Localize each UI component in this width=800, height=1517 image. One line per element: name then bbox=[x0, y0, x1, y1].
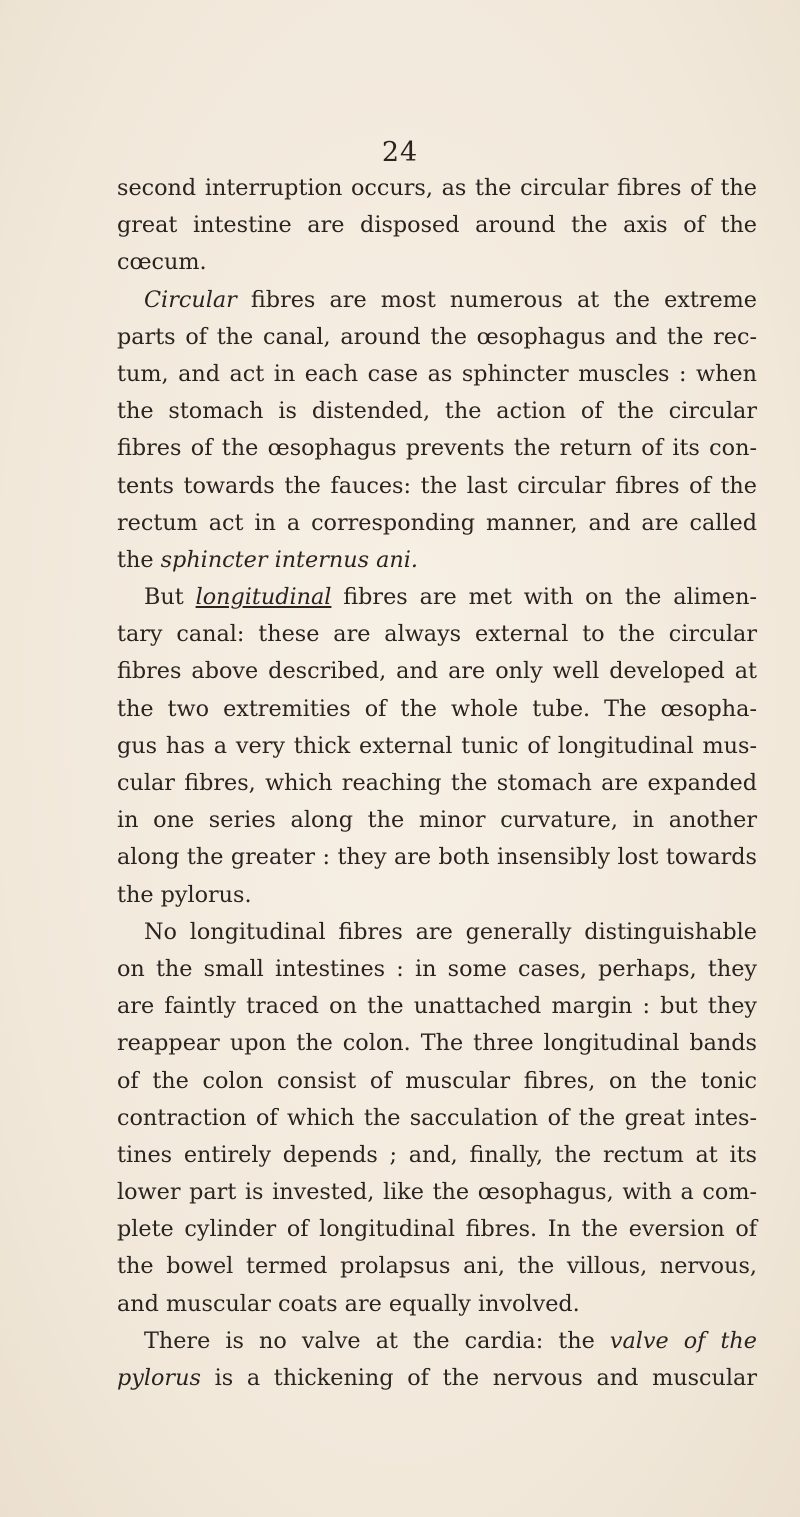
text-line: gus has a very thick external tunic of longitudinal mus- bbox=[117, 732, 757, 759]
italic-term: longitudinal bbox=[195, 584, 332, 611]
text-run: the bbox=[117, 546, 161, 573]
text-line: in one series along the minor curvature, in another bbox=[117, 807, 757, 834]
text-line: tary canal: these are always external to the circular bbox=[117, 621, 757, 648]
text-line: the bowel termed prolapsus ani, the villous, nervous, bbox=[117, 1253, 757, 1280]
text-line bbox=[117, 542, 757, 579]
text-line: and muscular coats are equally involved. bbox=[117, 1290, 580, 1317]
text-line: fibres above described, and are only well developed at bbox=[117, 658, 757, 685]
text-run: fibres are most numerous at the extreme bbox=[236, 286, 757, 313]
text-line: tents towards the fauces: the last circular fibres of the bbox=[117, 472, 757, 499]
text-line: parts of the canal, around the œsophagus and the rec- bbox=[117, 323, 757, 350]
text-line: tum, and act in each case as sphincter muscles : when bbox=[117, 360, 757, 387]
page-number: 24 bbox=[381, 137, 419, 168]
text-line: contraction of which the sacculation of the great intes- bbox=[117, 1104, 757, 1131]
text-line bbox=[117, 1323, 757, 1360]
text-line bbox=[117, 282, 757, 319]
text-line bbox=[117, 579, 757, 616]
italic-term: Circular bbox=[144, 286, 237, 313]
text-line: of the colon consist of muscular fibres, on the tonic bbox=[117, 1067, 757, 1094]
text-line: reappear upon the colon. The three longitudinal bands bbox=[117, 1030, 757, 1057]
text-line: cular fibres, which reaching the stomach are expanded bbox=[117, 770, 757, 796]
text-run: But bbox=[144, 584, 196, 611]
text-line: No longitudinal fibres are generally distinguishable bbox=[144, 918, 757, 945]
text-line: the pylorus. bbox=[117, 881, 252, 908]
italic-term: pylorus bbox=[117, 1365, 201, 1391]
italic-term: sphincter internus ani. bbox=[160, 546, 418, 573]
text-line: cœcum. bbox=[117, 249, 207, 276]
text-line: the stomach is distended, the action of the circular bbox=[117, 398, 757, 425]
italic-term: valve of the bbox=[609, 1327, 757, 1354]
text-line: plete cylinder of longitudinal fibres. In the eversion of bbox=[117, 1216, 757, 1243]
body-text bbox=[117, 170, 757, 1397]
text-line: are faintly traced on the unattached margin : but they bbox=[117, 993, 757, 1020]
text-line: great intestine are disposed around the axis of the bbox=[117, 212, 757, 239]
text-line: on the small intestines : in some cases, perhaps, they bbox=[117, 955, 757, 982]
text-line: tines entirely depends ; and, finally, the rectum at its bbox=[117, 1141, 757, 1168]
text-run: There is no valve at the cardia: the bbox=[144, 1327, 610, 1354]
text-line: rectum act in a corresponding manner, and are called bbox=[117, 509, 757, 536]
text-line bbox=[117, 1360, 757, 1397]
text-line: the two extremities of the whole tube. The œsopha- bbox=[117, 695, 757, 722]
text-run: is a thickening of the nervous and muscular bbox=[200, 1365, 757, 1391]
text-run: fibres are met with on the alimen- bbox=[331, 584, 757, 611]
text-line: second interruption occurs, as the circular fibres of the bbox=[117, 175, 757, 201]
text-line: lower part is invested, like the œsophagus, with a com- bbox=[117, 1179, 757, 1206]
text-line: along the greater : they are both insensibly lost towards bbox=[117, 844, 757, 871]
text-line: fibres of the œsophagus prevents the return of its con- bbox=[117, 435, 757, 462]
